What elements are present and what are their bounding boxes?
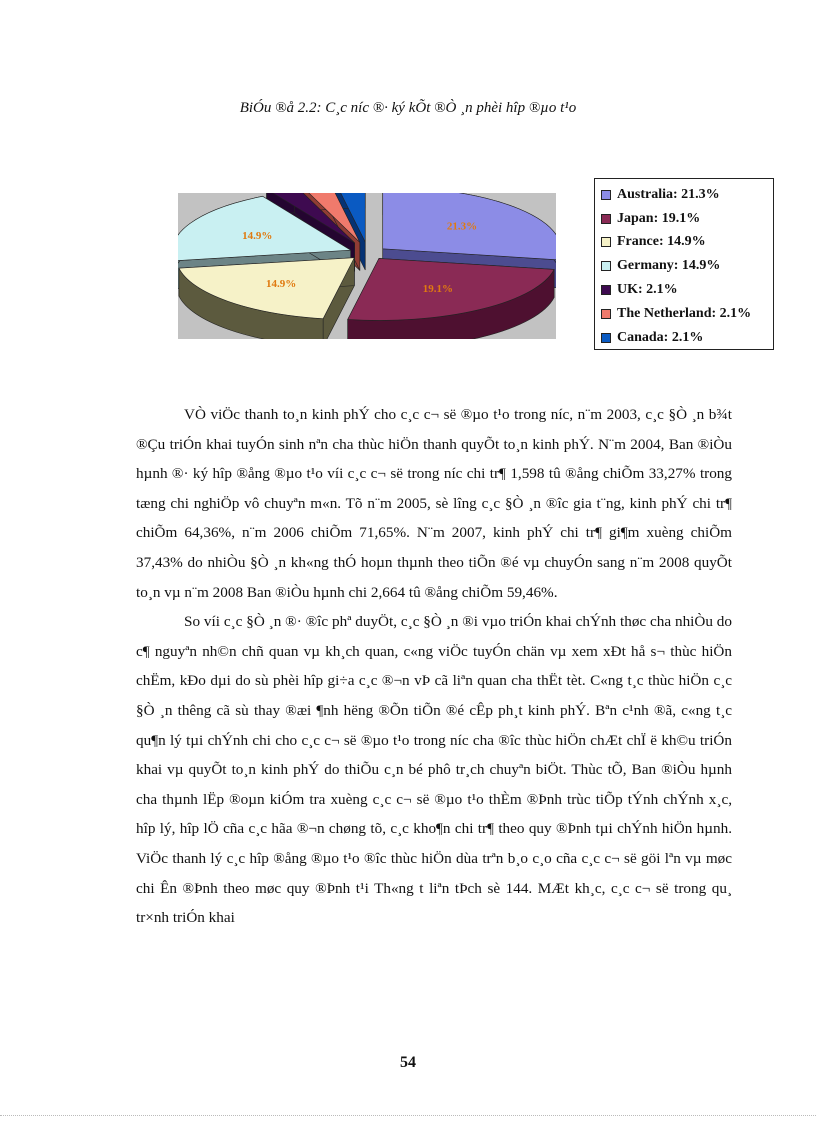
legend-label: Canada: 2.1%: [617, 329, 704, 345]
legend-swatch: [601, 261, 611, 271]
slice-data-label: 14.9%: [242, 229, 273, 242]
slice-data-label: 21.3%: [446, 220, 478, 233]
legend-label: The Netherland: 2.1%: [617, 305, 752, 321]
footer-divider: [0, 1115, 816, 1116]
chart-legend: [594, 178, 774, 350]
pie-chart: [178, 193, 556, 339]
legend-item: [601, 207, 773, 231]
legend-label: Australia: 21.3%: [617, 186, 720, 202]
legend-item: [601, 326, 773, 350]
legend-swatch: [601, 309, 611, 319]
legend-label: Japan: 19.1%: [617, 210, 701, 226]
legend-item: [601, 278, 773, 302]
legend-label: France: 14.9%: [617, 234, 706, 250]
legend-swatch: [601, 214, 611, 224]
figure-caption: BiÓu ®å 2.2: C¸c níc ®· ký kÕt ®Ò ¸n phèi hîp ®µo t¹o: [239, 100, 577, 116]
legend-label: UK: 2.1%: [617, 282, 678, 298]
legend-label: Germany: 14.9%: [617, 258, 721, 274]
legend-item: [601, 231, 773, 255]
legend-item: [601, 302, 773, 326]
paragraph: VÒ viÖc thanh to¸n kinh phÝ cho c¸c c¬ së ®µo t¹o trong níc, n¨m 2003, c¸c §Ò ¸n b¾t ®Çu triÓn khai tuyÓn sinh nªn cha thùc hiÖn thanh quyÕt to¸n kinh phÝ. N¨m 2004, Ban ®iÒu hµnh ®· ký hîp ®ång ®µo t¹o víi c¸c c¬ së trong níc chi tr¶ 1,598 tû ®ång chiÕm 33,27% trong tæng chi nghiÖp vô chuyªn m«n. Tõ n¨m 2005, sè lîng c¸c §Ò ¸n ®îc gia t¨ng, kinh phÝ chi tr¶ chiÕm 64,36%, n¨m 2006 chiÕm 71,65%. N¨m 2007, kinh phÝ chi tr¶ gi¶m xuèng chiÕm 37,43% do nhiÒu §Ò ¸n kh«ng thÓ hoµn thµnh theo tiÕn ®é vµ chuyÓn sang n¨m 2008 quyÕt to¸n vµ n¨m 2008 Ban ®iÒu hµnh chi 2,664 tû ®ång chiÕm 59,46%.: [136, 406, 732, 601]
legend-swatch: [601, 190, 611, 200]
pie-chart-canvas: [178, 193, 556, 339]
slice-data-label: 14.9%: [266, 278, 297, 291]
slice-data-label: 19.1%: [422, 282, 454, 295]
paragraph: So víi c¸c §Ò ¸n ®· ®îc phª duyÖt, c¸c §Ò ¸n ®i vµo triÓn khai chÝnh thøc cha nhiÒu do c¶ nguyªn nh©n chñ quan vµ kh¸ch quan, c«ng viÖc tuyÓn chän vµ xem xÐt hå s¬ thùc hiÖn chËm, kÐo dµi do sù phèi hîp gi÷a c¸c ®¬n vÞ cã liªn quan cha thËt tèt. C«ng t¸c thùc hiÖn c¸c §Ò ¸n thêng cã sù thay ®æi ¶nh hëng ®Õn tiÕn ®é cÊp ph¸t kinh phÝ. Bªn c¹nh ®ã, c«ng t¸c qu¶n lý tµi chÝnh chi cho c¸c c¬ së ®µo t¹o trong níc cha ®îc thùc hiÖn chÆt chÏ ë kh©u triÓn khai vµ quyÕt to¸n kinh phÝ do thiÕu c¸n bé phô tr¸ch chuyªn biÖt. Thùc tÕ, Ban ®iÒu hµnh cha thµnh lËp ®oµn kiÓm tra xuèng c¸c c¬ së ®µo t¹o thÈm ®Þnh trùc tiÕp tÝnh chÝnh x¸c, hîp lý, hîp lÖ cña c¸c hãa ®¬n chøng tõ, c¸c kho¶n chi tr¶ theo quy ®Þnh tµi chÝnh hiÖn hµnh. ViÖc thanh lý c¸c hîp ®ång ®µo t¹o ®îc thùc hiÖn dùa trªn b¸o c¸o cña c¸c c¬ së göi lªn vµ møc chi Ên ®Þnh theo møc quy ®Þnh t¹i Th«ng t liªn tÞch sè 144. MÆt kh¸c, c¸c c¬ së trong qu¸ tr×nh triÓn khai: [136, 613, 732, 927]
legend-item: [601, 254, 773, 278]
legend-swatch: [601, 237, 611, 247]
page-number: 54: [400, 1054, 416, 1071]
body-text: [136, 400, 732, 933]
legend-item: [601, 183, 773, 207]
legend-swatch: [601, 333, 611, 343]
legend-swatch: [601, 285, 611, 295]
